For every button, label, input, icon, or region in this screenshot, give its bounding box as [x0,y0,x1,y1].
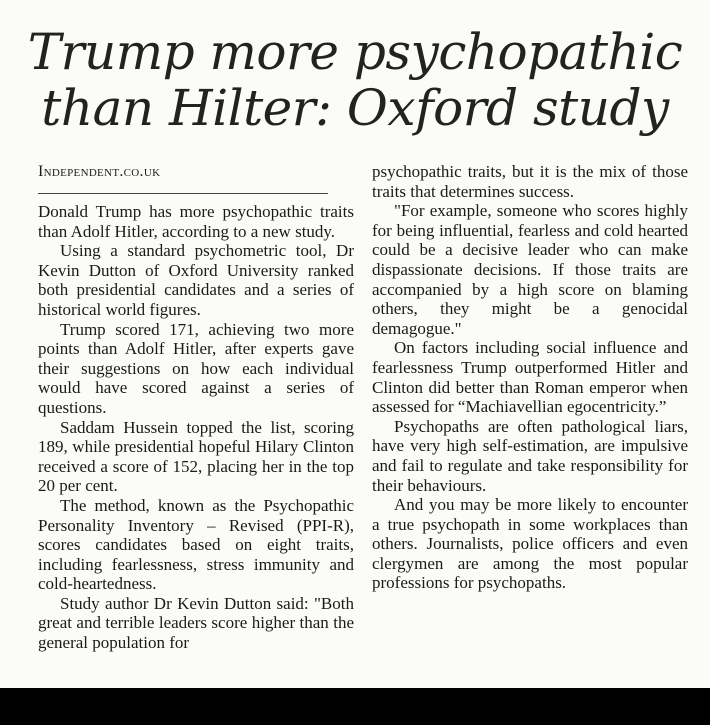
paragraph: Psychopaths are often pathological liars, have very high self-estimation, are impulsive and fail to regulate and take responsibility for their behaviours. [372,416,688,495]
article-column-right [372,162,688,593]
paragraph: Saddam Hussein topped the list, scoring 189, while presidential hopeful Hilary Clinton received a score of 152, placing her in the top 20 per cent. [38,417,354,496]
source-divider [38,193,328,194]
paragraph: "For example, someone who scores highly for being influential, fearless and cold hearted could be a decisive leader who can make dispassionate decisions. If those traits are accompanied by a high score on blaming others, they might be a genocidal demagogue." [372,201,688,338]
paragraph: Donald Trump has more psychopathic traits than Adolf Hitler, according to a new study. [38,202,354,241]
headline-line-2: than Hilter: Oxford study [41,79,669,137]
paragraph-split-end: psychopathic traits, but it is the mix of those traits that determines success. [372,162,688,201]
paragraph: Using a standard psychometric tool, Dr Kevin Dutton of Oxford University ranked both presidential candidates and a series of historical world figures. [38,241,354,319]
source-credit: Independent.co.uk [38,163,161,180]
headline [0,24,710,136]
headline-line-1: Trump more psychopathic [27,23,683,81]
paragraph: Trump scored 171, achieving two more points than Adolf Hitler, after experts gave their suggestions on how each individual would have scored against a series of questions. [38,319,354,417]
paragraph: The method, known as the Psychopathic Personality Inventory – Revised (PPI-R), scores candidates based on eight traits, including fearlessness, stress immunity and cold-heartedness. [38,495,354,594]
paragraph: And you may be more likely to encounter a true psychopath in some workplaces than others. Journalists, police officers and even clergymen are among the most popular professions for psychopaths. [372,495,688,593]
paragraph: On factors including social influence and fearlessness Trump outperformed Hitler and Clinton did better than Roman emperor when assessed for “Machiavellian egocentricity.” [372,338,688,417]
paragraph-split-start: Study author Dr Kevin Dutton said: "Both great and terrible leaders score higher than the general population for [38,593,354,653]
article-column-left [38,162,354,653]
